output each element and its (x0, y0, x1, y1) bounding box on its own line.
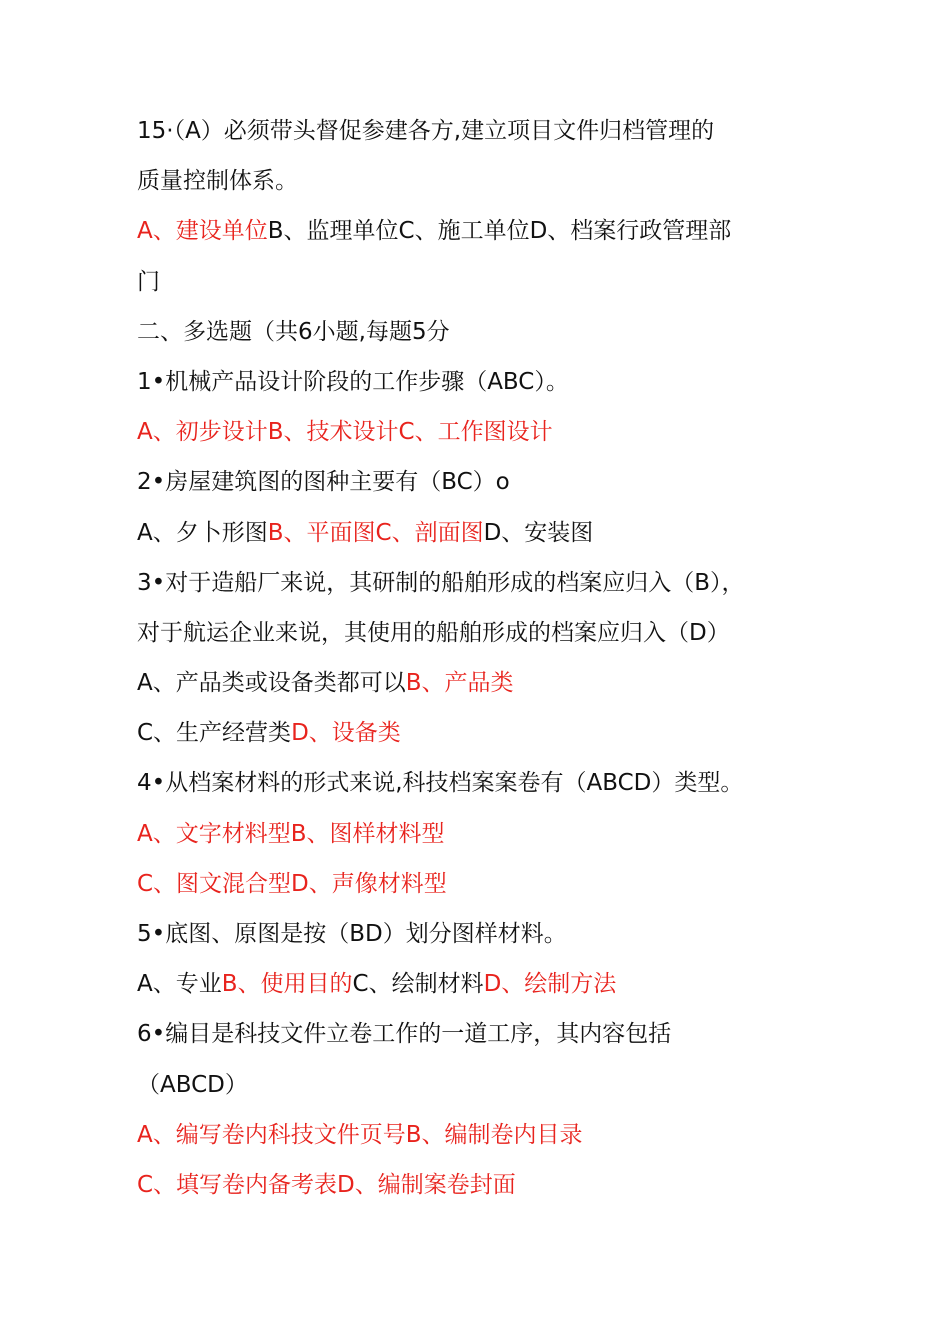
question-text: D、安装图 (483, 519, 594, 546)
text-line (137, 1110, 827, 1160)
text-line (137, 457, 827, 507)
answer-text: D、绘制方法 (483, 971, 617, 998)
answer-text: B、使用目的 (221, 971, 353, 998)
text-line (137, 909, 827, 959)
question-text: A、产品类或设备类都可以 (137, 670, 406, 697)
text-line (137, 206, 827, 256)
question-text: B、监理单位C、施工单位D、档案行政管理部 (267, 218, 732, 245)
answer-text: D、设备类 (291, 720, 401, 747)
answer-text: C、图文混合型D、声像材料型 (137, 870, 447, 897)
question-text: 15·（A）必须带头督促参建各方,建立项目文件归档管理的 (137, 118, 715, 144)
question-text: 3•对于造船厂来说，其研制的船舶形成的档案应归入（B）， (137, 569, 745, 596)
text-line (137, 1009, 827, 1059)
text-line (137, 658, 827, 708)
text-line (137, 1060, 827, 1110)
question-text: 质量控制体系。 (137, 168, 298, 195)
question-text: 门 (137, 268, 160, 295)
answer-text: B、平面图C、剖面图 (267, 519, 484, 546)
text-line (137, 959, 827, 1009)
text-line (137, 758, 827, 808)
text-line (137, 608, 827, 658)
answer-text: A、初步设计B、技术设计C、工作图设计 (137, 419, 553, 446)
answer-text: A、建设单位 (137, 218, 268, 245)
question-text: 1•机械产品设计阶段的工作步骤（ABC）。 (137, 368, 569, 395)
question-text: A、夕卜形图 (137, 519, 268, 546)
question-text: C、绘制材料 (352, 971, 484, 998)
text-line (137, 156, 827, 206)
question-text: 6•编目是科技文件立卷工作的一道工序，其内容包括 (137, 1021, 672, 1048)
answer-text: B、产品类 (405, 670, 514, 697)
question-text-block (137, 106, 827, 1210)
text-line (137, 106, 827, 156)
question-text: 二、多选题（共6小题,每题5分 (137, 318, 450, 345)
text-line (137, 1160, 827, 1210)
question-text: C、生产经营类 (137, 720, 292, 747)
text-line (137, 708, 827, 758)
text-line (137, 809, 827, 859)
answer-text: C、填写卷内备考表D、编制案卷封面 (137, 1171, 516, 1198)
text-line (137, 558, 827, 608)
question-text: 对于航运企业来说，其使用的船舶形成的档案应归入（D） (137, 619, 730, 646)
text-line (137, 508, 827, 558)
text-line (137, 307, 827, 357)
text-line (137, 357, 827, 407)
question-text: （ABCD） (137, 1071, 248, 1098)
text-line (137, 407, 827, 457)
text-line (137, 257, 827, 307)
text-line (137, 859, 827, 909)
answer-text: A、文字材料型B、图样材料型 (137, 820, 445, 847)
question-text: A、专业 (137, 971, 222, 998)
question-text: 4•从档案材料的形式来说,科技档案案卷有（ABCD）类型。 (137, 770, 744, 797)
answer-text: A、编写卷内科技文件页号B、编制卷内目录 (137, 1121, 583, 1148)
question-text: 2•房屋建筑图的图种主要有（BC）o (137, 469, 510, 496)
question-text: 5•底图、原图是按（BD）划分图样材料。 (137, 921, 567, 947)
